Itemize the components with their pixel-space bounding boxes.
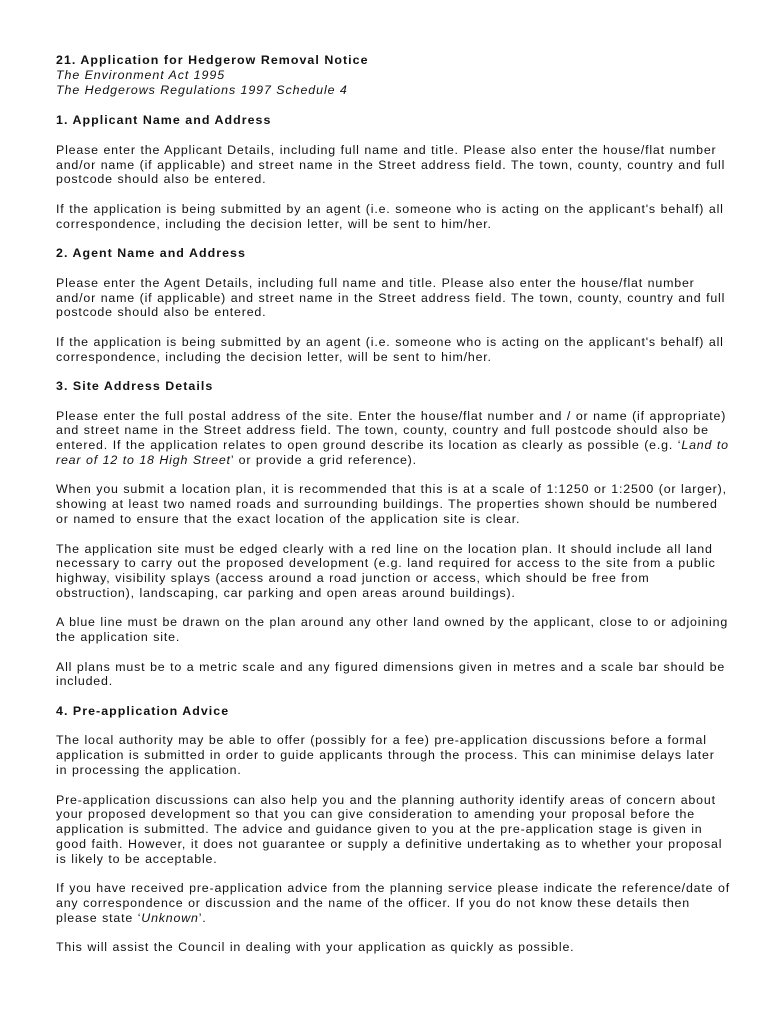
paragraph-agent-details: Please enter the Agent Details, including full name and title. Please also enter the house/flat number and/or name (if applicable) and street name in the Street address field. The town, county, country and full postcode should also be entered. bbox=[56, 275, 726, 320]
paragraph-closing-note: This will assist the Council in dealing with your application as quickly as possible. bbox=[56, 940, 575, 955]
section-heading-agent: 2. Agent Name and Address bbox=[56, 246, 246, 261]
paragraph-applicant-agent-note: If the application is being submitted by an agent (i.e. someone who is acting on the applicant's behalf) all correspondence, including the decision letter, will be sent to him/her. bbox=[56, 201, 724, 231]
paragraph-applicant-details: Please enter the Applicant Details, including full name and title. Please also enter the house/flat number and/or name (if applicable) and street name in the Street address field. The town, county, country and full postcode should also be entered. bbox=[56, 142, 726, 187]
section-heading-site-address: 3. Site Address Details bbox=[56, 379, 214, 394]
paragraph-location-plan-scale: When you submit a location plan, it is recommended that this is at a scale of 1:1250 or 1:2500 (or larger), showing at least two named roads and surrounding buildings. The properties shown should be numbered or named to ensure that the exact location of the application site is clear. bbox=[56, 482, 727, 527]
document-subtitle-act: The Environment Act 1995 bbox=[56, 67, 226, 82]
section-site-address bbox=[56, 379, 730, 689]
paragraph-red-line: The application site must be edged clearly with a red line on the location plan. It should include all land necessary to carry out the proposed development (e.g. land required for access to the site from a public highway, visibility splays (access around a road junction or access, which should be free from obstruction), landscaping, car parking and open areas around buildings). bbox=[56, 541, 716, 600]
unknown-term: Unknown bbox=[141, 910, 199, 925]
section-heading-pre-application: 4. Pre-application Advice bbox=[56, 703, 230, 718]
section-heading-applicant: 1. Applicant Name and Address bbox=[56, 113, 272, 128]
document-title: 21. Application for Hedgerow Removal Notice bbox=[56, 53, 369, 67]
site-address-text-start: Please enter the full postal address of the site. Enter the house/flat number and / or name (if appropriate) and street name in the Street address field. The town, county, country and full postcode should also be entered. If the application relates to open ground describe its location as clearly as possible (e.g. ‘ bbox=[56, 408, 727, 453]
section-agent bbox=[56, 246, 730, 364]
paragraph-blue-line: A blue line must be drawn on the plan around any other land owned by the applicant, close to or adjoining the application site. bbox=[56, 615, 729, 645]
site-address-example: Land to rear of 12 to 18 High Street bbox=[56, 438, 729, 467]
paragraph-pre-application-offer: The local authority may be able to offer (possibly for a fee) pre-application discussions before a formal application is submitted in order to guide applicants through the process. This can minimise delays later in processing the application. bbox=[56, 733, 715, 778]
site-address-text-end: ’ or provide a grid reference). bbox=[230, 452, 417, 467]
pre-application-reference-text-end: ’. bbox=[198, 910, 207, 925]
paragraph-pre-application-reference bbox=[56, 881, 730, 925]
paragraph-pre-application-benefits: Pre-application discussions can also help you and the planning authority identify areas of concern about your proposed development so that you can give consideration to amending your proposal before the application is submitted. The advice and guidance given to you at the pre-application stage is given in good faith. However, it does not guarantee or supply a definitive undertaking as to whether your proposal is likely to be acceptable. bbox=[56, 792, 723, 866]
document-subtitle-regulations: The Hedgerows Regulations 1997 Schedule 4 bbox=[56, 82, 348, 97]
paragraph-agent-correspondence: If the application is being submitted by an agent (i.e. someone who is acting on the applicant's behalf) all correspondence, including the decision letter, will be sent to him/her. bbox=[56, 334, 724, 364]
paragraph-site-postal-address bbox=[56, 409, 730, 468]
section-applicant bbox=[56, 113, 730, 231]
paragraph-metric-scale: All plans must be to a metric scale and any figured dimensions given in metres and a scale bar should be included. bbox=[56, 659, 726, 689]
pre-application-reference-text-start: If you have received pre-application advice from the planning service please indicate the reference/date of any correspondence or discussion and the name of the officer. If you do not know these details then please state ‘ bbox=[56, 881, 730, 925]
section-pre-application bbox=[56, 704, 730, 955]
document-header bbox=[56, 53, 730, 97]
